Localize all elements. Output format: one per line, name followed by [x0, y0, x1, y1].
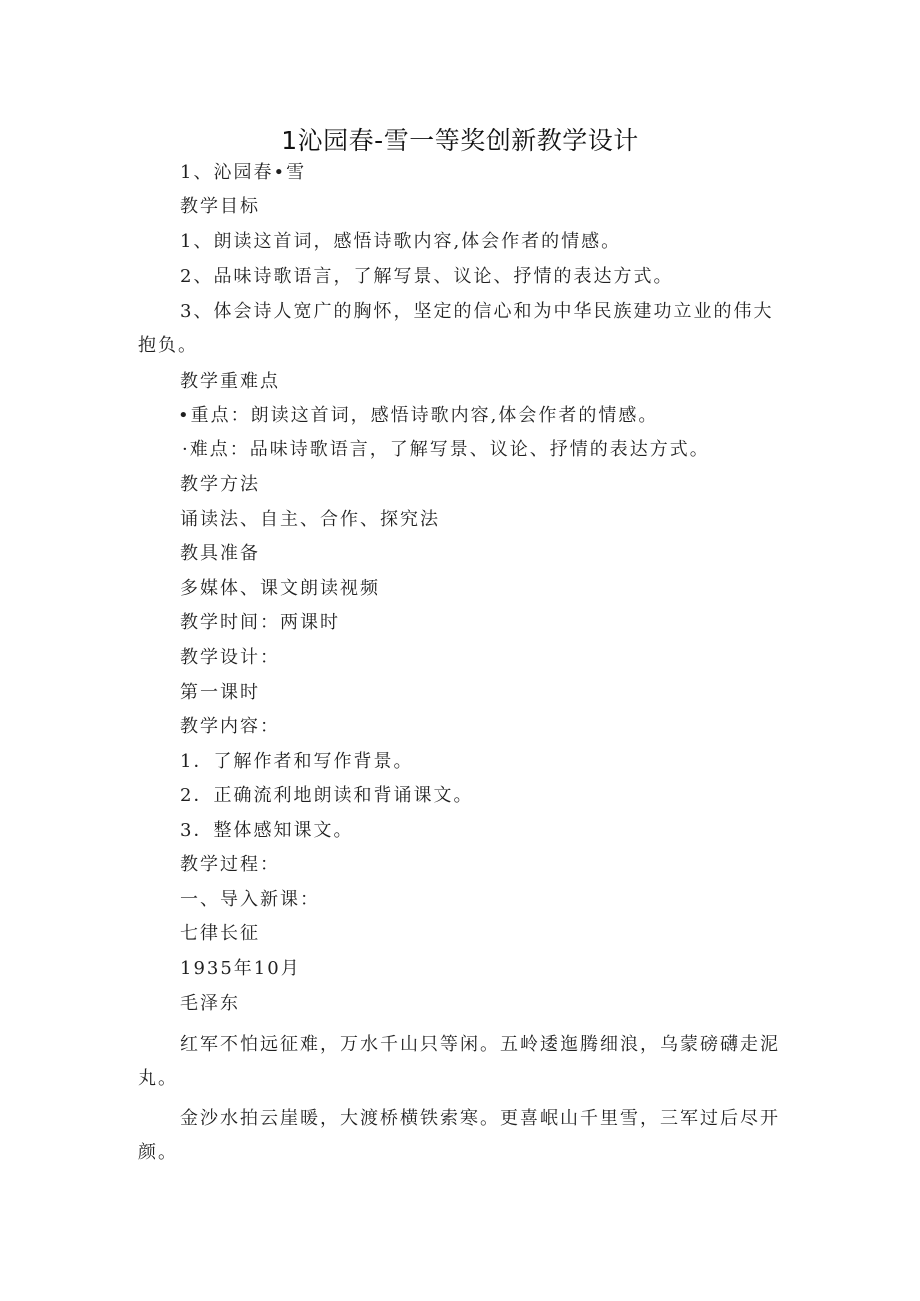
- poem-stanza: 红军不怕远征难，万水千山只等闲。五岭逶迤腾细浪，乌蒙磅礴走泥丸。: [138, 1034, 780, 1089]
- section-heading: 一、导入新课：: [180, 889, 320, 910]
- document-title: 1沁园春-雪一等奖创新教学设计: [281, 126, 639, 155]
- section-heading: 教学设计：: [180, 647, 280, 668]
- section-heading: 教具准备: [180, 543, 260, 564]
- poem-title: 七律长征: [180, 923, 260, 944]
- section-heading: 教学方法: [180, 474, 260, 495]
- section-heading: 教学过程：: [180, 854, 280, 875]
- poem-stanza: 金沙水拍云崖暖，大渡桥横铁索寒。更喜岷山千里雪，三军过后尽开颜。: [138, 1108, 780, 1163]
- section-heading: 第一课时: [180, 682, 260, 703]
- list-item: 2．正确流利地朗读和背诵课文。: [180, 785, 474, 806]
- list-item: 2、品味诗歌语言，了解写景、议论、抒情的表达方式。: [180, 266, 674, 287]
- section-heading: 1、沁园春•雪: [180, 162, 307, 183]
- list-item: 1．了解作者和写作背景。: [180, 751, 414, 772]
- section-heading: 教学重难点: [180, 371, 280, 392]
- body-text: 多媒体、课文朗读视频: [180, 578, 380, 599]
- body-text: 教学时间：两课时: [180, 612, 340, 633]
- list-item: 3、体会诗人宽广的胸怀，坚定的信心和为中华民族建功立业的伟大抱负。: [138, 301, 774, 356]
- list-item: 3．整体感知课文。: [180, 820, 354, 841]
- list-item: 1、朗读这首词，感悟诗歌内容,体会作者的情感。: [180, 231, 622, 252]
- section-heading: 教学目标: [180, 196, 260, 217]
- list-item: •重点：朗读这首词，感悟诗歌内容,体会作者的情感。: [178, 405, 659, 426]
- list-item: ·难点：品味诗歌语言，了解写景、议论、抒情的表达方式。: [182, 439, 710, 460]
- section-heading: 教学内容：: [180, 716, 280, 737]
- body-text: 诵读法、自主、合作、探究法: [180, 509, 440, 530]
- poem-author: 毛泽东: [180, 993, 240, 1014]
- poem-date: 1935年10月: [180, 958, 301, 979]
